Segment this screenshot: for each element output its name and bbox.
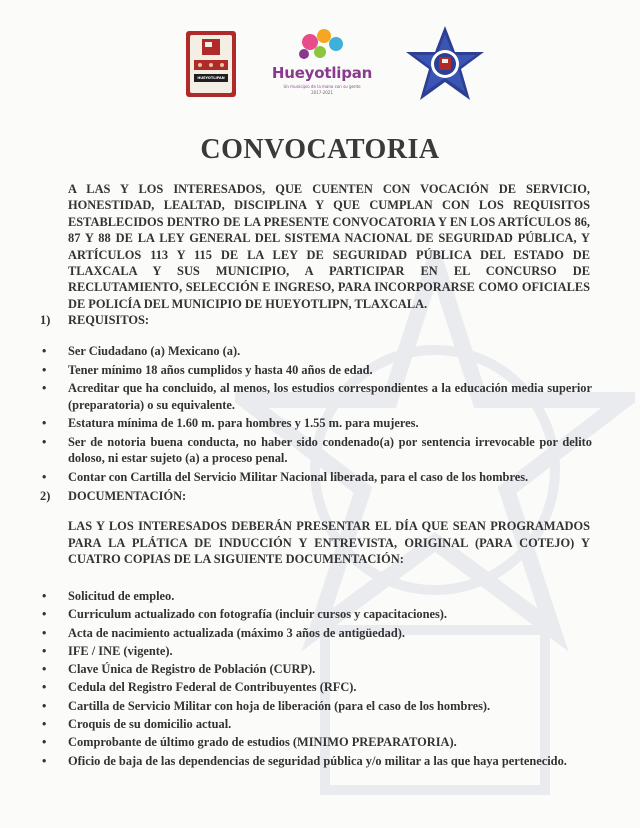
list-item-text: Clave Única de Registro de Población (CURP). <box>68 662 316 677</box>
list-item-text: Acreditar que ha concluido, al menos, los estudios correspondientes a la educación media superior (preparatoria) o su equivalente. <box>68 381 592 412</box>
bullet-icon: • <box>42 344 47 358</box>
bullet-icon: • <box>42 416 47 431</box>
list-item-text: Croquis de su domicilio actual. <box>68 717 232 732</box>
list-item-text: Oficio de baja de las dependencias de seguridad pública y/o militar a las que haya pertenecido. <box>68 753 567 768</box>
list-item <box>40 753 592 769</box>
bullet-icon: • <box>42 381 47 396</box>
list-item <box>40 606 592 622</box>
list-item <box>40 362 592 378</box>
list-item <box>40 415 592 431</box>
bullet-icon: • <box>42 735 47 750</box>
list-item-text: Solicitud de empleo. <box>68 589 175 603</box>
list-item-text: Comprobante de último grado de estudios (MINIMO PREPARATORIA). <box>68 735 457 750</box>
list-item <box>40 661 592 677</box>
police-star-badge-icon <box>402 24 488 106</box>
section-documentacion-heading <box>40 489 186 504</box>
bullet-icon: • <box>42 434 47 449</box>
list-item <box>40 643 592 659</box>
municipality-tagline: Un municipio de la mano con su gente <box>283 84 361 89</box>
section-title: REQUISITOS: <box>68 313 150 327</box>
bullet-icon: • <box>42 717 47 732</box>
bullet-icon: • <box>42 362 47 377</box>
list-item <box>40 734 592 750</box>
bullet-icon: • <box>42 625 47 640</box>
list-item-text: Ser de notoria buena conducta, no haber sido condenado(a) por sentencia irrevocable por delito doloso, ni estar sujeto (a) a proceso penal. <box>68 434 592 466</box>
bullet-icon: • <box>42 469 47 484</box>
requirements-list <box>40 343 592 487</box>
list-item <box>40 343 592 359</box>
bullet-icon: • <box>42 589 47 603</box>
bullet-icon: • <box>42 643 47 658</box>
list-item <box>40 588 592 604</box>
list-item <box>40 698 592 714</box>
list-item <box>40 469 592 485</box>
section-number: 1) <box>40 313 51 327</box>
administration-years: 2017-2021 <box>311 90 333 95</box>
bullet-icon: • <box>42 680 47 695</box>
bullet-icon: • <box>42 698 47 713</box>
bullet-icon: • <box>42 753 47 768</box>
list-item-text: Estatura mínima de 1.60 m. para hombres y 1.55 m. para mujeres. <box>68 416 419 431</box>
section-requisitos-heading <box>40 313 149 328</box>
bullet-icon: • <box>42 662 47 677</box>
list-item-text: Tener mínimo 18 años cumplidos y hasta 40 años de edad. <box>68 362 373 377</box>
list-item-text: Contar con Cartilla del Servicio Militar Nacional liberada, para el caso de los hombres. <box>68 469 529 484</box>
list-item-text: Acta de nacimiento actualizada (máximo 3 años de antigüedad). <box>68 625 405 640</box>
documents-list <box>40 588 592 771</box>
list-item <box>40 679 592 695</box>
municipality-name: Hueyotlipan <box>271 64 373 82</box>
left-shield-label: HUEYOTLIPAN <box>197 76 225 80</box>
bullet-icon: • <box>42 607 47 622</box>
list-item-text: Curriculum actualizado con fotografía (incluir cursos y capacitaciones). <box>68 607 448 622</box>
list-item-text: IFE / INE (vigente). <box>68 643 173 658</box>
list-item <box>40 716 592 732</box>
intro-paragraph: A LAS Y LOS INTERESADOS, QUE CUENTEN CON VOCACIÓN DE SERVICIO, HONESTIDAD, LEALTAD, DISCIPLINA Y QUE CUMPLAN CON LOS REQUISITOS ESTABLECIDOS DENTRO DE LA PRESENTE CONVOCATORIA Y EN LOS ARTÍCULOS 86, 87 Y 88 DE LA LEY GENERAL DEL SISTEMA NACIONAL DE SEGURIDAD PÚBLICA, Y ARTÍCULOS 113 Y 115 DE LA LEY DE SEGURIDAD PÚBLICA DEL ESTADO DE TLAXCALA Y SUS MUNICIPIO, A PARTICIPAR EN EL CONCURSO DE RECLUTAMIENTO, SELECCIÓN E INGRESO, PARA INCORPORARSE COMO OFICIALES DE POLICÍA DEL MUNICIPIO DE HUEYOTLIPN, TLAXCALA. <box>68 182 590 311</box>
documentation-intro: LAS Y LOS INTERESADOS DEBERÁN PRESENTAR EL DÍA QUE SEAN PROGRAMADOS PARA LA PLÁTICA DE INDUCCIÓN Y ENTREVISTA, ORIGINAL (PARA COTEJO) Y CUATRO COPIAS DE LA SIGUIENTE DOCUMENTACIÓN: <box>68 519 590 567</box>
list-item-text: Cedula del Registro Federal de Contribuyentes (RFC). <box>68 680 357 695</box>
list-item-text: Cartilla de Servicio Militar con hoja de liberación (para el caso de los hombres). <box>68 698 491 713</box>
section-title: DOCUMENTACIÓN: <box>68 489 187 503</box>
list-item-text: Ser Ciudadano (a) Mexicano (a). <box>68 344 241 358</box>
municipality-logo <box>262 26 382 106</box>
list-item <box>40 434 592 467</box>
list-item <box>40 380 592 413</box>
document-title: CONVOCATORIA <box>200 134 440 165</box>
municipal-shield-icon <box>185 30 237 98</box>
list-item <box>40 625 592 641</box>
section-number: 2) <box>40 489 51 503</box>
